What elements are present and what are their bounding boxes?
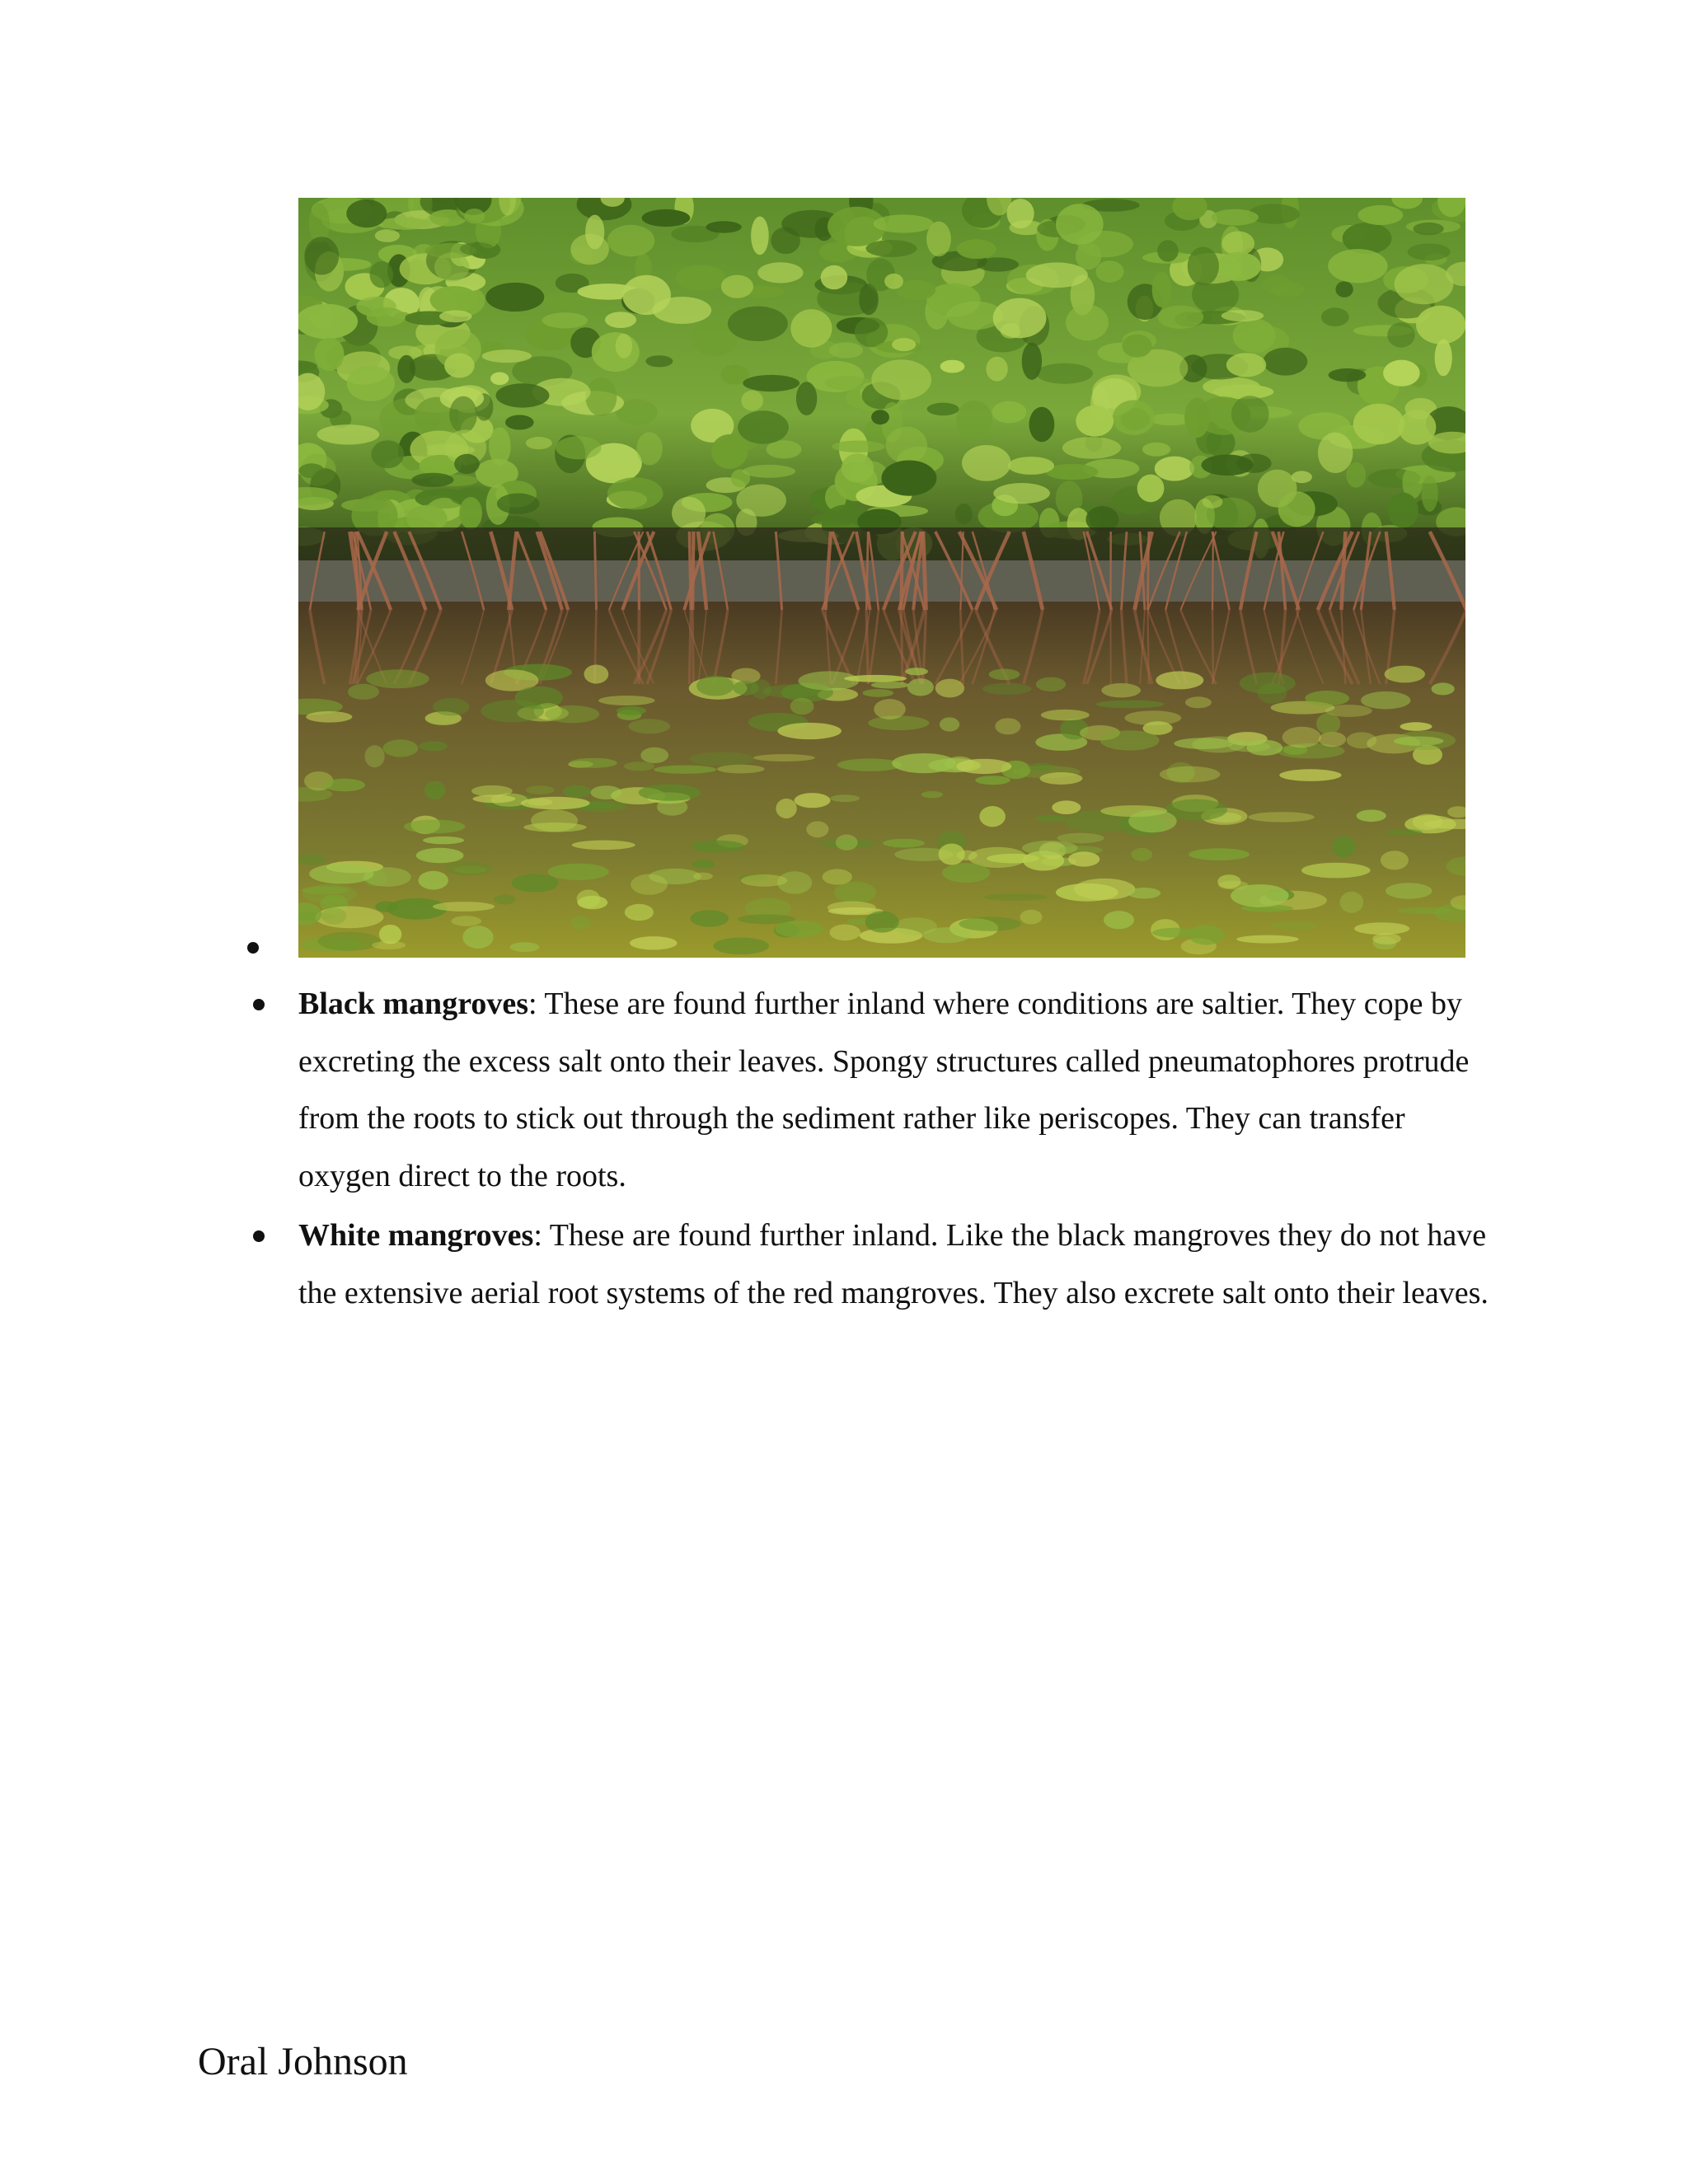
description-white-mangroves: : These are found further inland. Like the black mangroves they do not have the extensive aerial root systems of the red mangroves. They also excrete salt onto their leaves. [298,1218,1489,1310]
mangrove-photo [298,198,1465,958]
list-item-photo [0,0,1688,964]
list-item-black-mangroves [298,976,1502,1205]
bullet-icon [247,942,259,954]
bullet-icon [253,999,265,1010]
term-white-mangroves: White mangroves [298,1218,534,1253]
list-item-white-mangroves [298,1207,1502,1322]
footer-author: Oral Johnson [198,2040,408,2083]
description-black-mangroves: : These are found further inland where conditions are saltier. They cope by excreting the excess salt onto their leaves. Spongy structures called pneumatophores protrude from the roots to stick out through the sediment rather like periscopes. They can transfer oxygen direct to the roots. [298,987,1470,1193]
mangrove-types-list [298,976,1502,1324]
term-black-mangroves: Black mangroves [298,987,529,1021]
bullet-icon [253,1230,265,1242]
